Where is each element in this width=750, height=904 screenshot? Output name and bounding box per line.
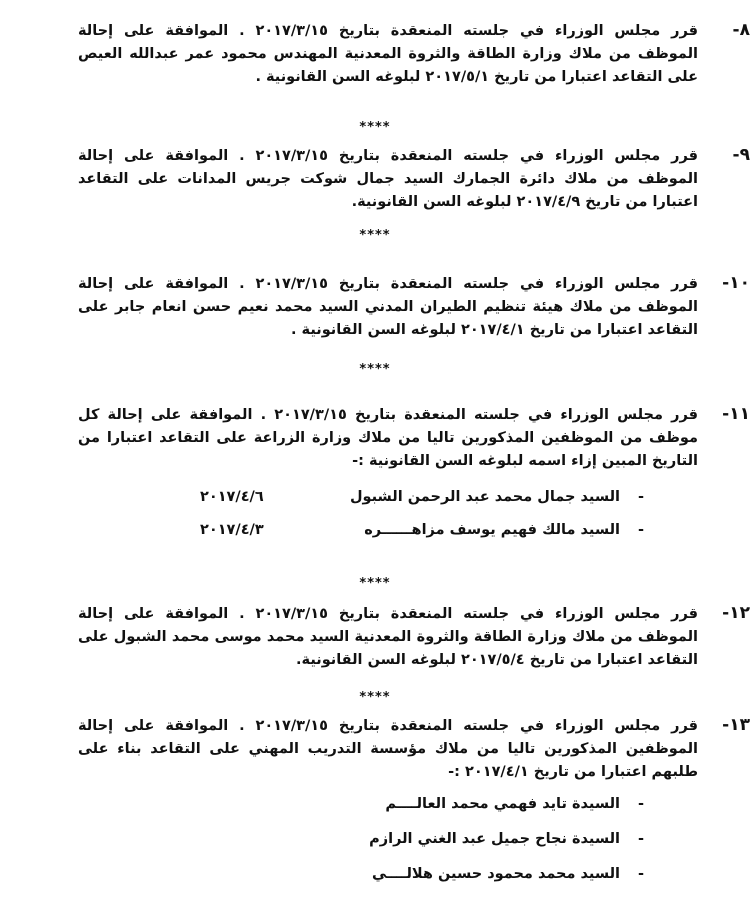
list-dash: - <box>637 522 644 538</box>
separator-stars: **** <box>359 690 391 705</box>
decision-number: ١٠- <box>722 273 750 293</box>
separator-stars: **** <box>359 576 391 591</box>
list-dash: - <box>637 489 644 505</box>
retiree-name: السيدة نجاح جميل عبد الغني الرازم <box>369 831 620 847</box>
decision-text: قرر مجلس الوزراء في جلسته المنعقدة بتاريخ ٢٠١٧/٣/١٥ . الموافقة على إحالة الموظف من ملاك وزارة الطاقة والثروة المعدنية السيد محمد موسى محمد الشبول على التقاعد اعتبارا من تاريخ ٢٠١٧/٥/٤ لبلوغه السن القانونية. <box>78 606 698 668</box>
retirement-date: ٢٠١٧/٤/٦ <box>200 489 264 505</box>
separator-stars: **** <box>359 362 391 377</box>
retiree-row <box>200 518 644 542</box>
decision-number: ٩- <box>732 145 750 165</box>
decision-text: قرر مجلس الوزراء في جلسته المنعقدة بتاريخ ٢٠١٧/٣/١٥ . الموافقة على إحالة كل موظف من الموظفين المذكورين تاليا من ملاك وزارة الزراعة على التقاعد اعتبارا من التاريخ المبين إزاء اسمه لبلوغه السن القانونية :- <box>78 407 698 469</box>
decision-12 <box>78 603 750 672</box>
retiree-name: السيد محمد محمود حسين هلالــــي <box>371 866 620 882</box>
decision-13 <box>78 715 750 784</box>
retirement-date: ٢٠١٧/٤/٣ <box>200 522 264 538</box>
separator-stars: **** <box>359 228 391 243</box>
decision-text: قرر مجلس الوزراء في جلسته المنعقدة بتاريخ ٢٠١٧/٣/١٥ . الموافقة على إحالة الموظف من ملاك هيئة تنظيم الطيران المدني السيد محمد نعيم حسن انعام جابر على التقاعد اعتبارا من تاريخ ٢٠١٧/٤/١ لبلوغه السن القانونية . <box>78 276 698 338</box>
retiree-row <box>200 827 644 851</box>
decision-11 <box>78 404 750 473</box>
retiree-row <box>200 792 644 816</box>
retiree-name: السيد مالك فهيم يوسف مزاهــــــره <box>364 522 620 538</box>
retiree-name: السيد جمال محمد عبد الرحمن الشبول <box>349 489 620 505</box>
decision-9 <box>78 145 750 214</box>
retiree-row <box>200 862 644 886</box>
list-dash: - <box>637 866 644 882</box>
list-dash: - <box>637 831 644 847</box>
retiree-row <box>200 485 644 509</box>
decision-number: ١١- <box>722 404 750 424</box>
retiree-name: السيدة تايد فهمي محمد العالــــم <box>385 796 620 812</box>
decision-10 <box>78 273 750 342</box>
decision-8 <box>78 20 750 89</box>
decision-text: قرر مجلس الوزراء في جلسته المنعقدة بتاريخ ٢٠١٧/٣/١٥ . الموافقة على إحالة الموظف من ملاك دائرة الجمارك السيد جمال شوكت جريس المدانات على التقاعد اعتبارا من تاريخ ٢٠١٧/٤/٩ لبلوغه السن القانونية. <box>78 148 698 210</box>
decision-number: ١٢- <box>722 603 750 623</box>
separator-stars: **** <box>359 120 391 135</box>
decision-number: ١٣- <box>722 715 750 735</box>
decision-text: قرر مجلس الوزراء في جلسته المنعقدة بتاريخ ٢٠١٧/٣/١٥ . الموافقة على إحالة الموظفين المذكورين تاليا من ملاك مؤسسة التدريب المهني على التقاعد بناء على طلبهم اعتبارا من تاريخ ٢٠١٧/٤/١ :- <box>78 718 698 780</box>
decision-number: ٨- <box>732 20 750 40</box>
list-dash: - <box>637 796 644 812</box>
decision-text: قرر مجلس الوزراء في جلسته المنعقدة بتاريخ ٢٠١٧/٣/١٥ . الموافقة على إحالة الموظف من ملاك وزارة الطاقة والثروة المعدنية المهندس محمود عمر عبدالله العيص على التقاعد اعتبارا من تاريخ ٢٠١٧/٥/١ لبلوغه السن القانونية . <box>78 23 698 85</box>
